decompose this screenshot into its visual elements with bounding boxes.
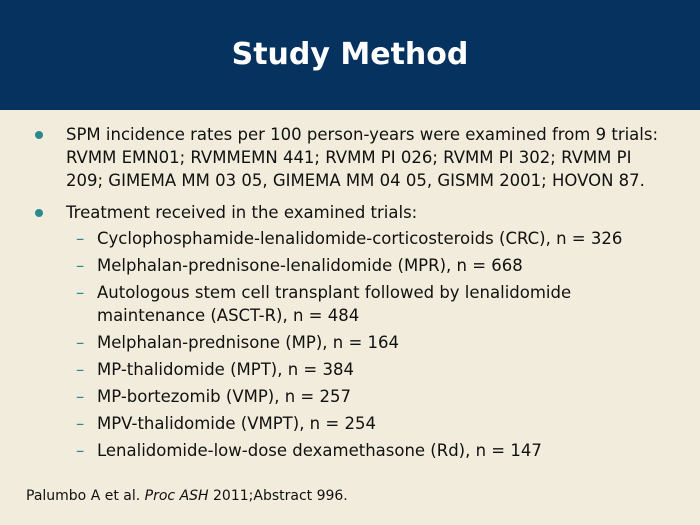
bullet-item [0, 123, 700, 192]
sub-bullet-text: Autologous stem cell transplant followed by lenalidomide maintenance (ASCT-R), n = 484 [97, 283, 572, 325]
citation-journal: Proc ASH [144, 488, 209, 504]
citation-details: 2011;Abstract 996. [213, 488, 348, 504]
dash-icon: – [76, 387, 85, 406]
sub-bullet-text: MPV-thalidomide (VMPT), n = 254 [97, 414, 376, 433]
sub-bullet-list [0, 227, 700, 462]
sub-bullet-text: MP-bortezomib (VMP), n = 257 [97, 387, 351, 406]
dash-icon: – [76, 414, 85, 433]
dash-icon: – [76, 283, 85, 302]
dash-icon: – [76, 333, 85, 352]
sub-bullet-item [0, 412, 700, 435]
slide-content [0, 120, 700, 466]
dash-icon: – [76, 229, 85, 248]
citation-authors: Palumbo A et al. [26, 488, 141, 504]
dash-icon: – [76, 441, 85, 460]
bullet-text: Treatment received in the examined trials: [66, 203, 418, 222]
bullet-text: SPM incidence rates per 100 person-years were examined from 9 trials: RVMM EMN01; RVMMEMN 441; RVMM PI 026; RVMM PI 302; RVMM PI 209; GIMEMA MM 03 05, GIMEMA MM 04 05, GISMM 2001; HOVON 87. [66, 125, 659, 190]
sub-bullet-item [0, 254, 700, 277]
sub-bullet-text: MP-thalidomide (MPT), n = 384 [97, 360, 354, 379]
sub-bullet-item [0, 227, 700, 250]
bullet-dot-icon [35, 209, 43, 217]
bullet-dot-icon [35, 131, 43, 139]
title-bar [0, 0, 700, 110]
sub-bullet-item [0, 439, 700, 462]
citation [26, 488, 348, 504]
dash-icon: – [76, 256, 85, 275]
sub-bullet-item [0, 281, 700, 327]
sub-bullet-text: Melphalan-prednisone-lenalidomide (MPR), n = 668 [97, 256, 523, 275]
sub-bullet-item [0, 331, 700, 354]
sub-bullet-item [0, 358, 700, 381]
slide-title: Study Method [231, 36, 469, 72]
sub-bullet-text: Lenalidomide-low-dose dexamethasone (Rd), n = 147 [97, 441, 542, 460]
dash-icon: – [76, 360, 85, 379]
sub-bullet-text: Cyclophosphamide-lenalidomide-corticosteroids (CRC), n = 326 [97, 229, 623, 248]
sub-bullet-text: Melphalan-prednisone (MP), n = 164 [97, 333, 400, 352]
sub-bullet-item [0, 385, 700, 408]
bullet-item [0, 201, 700, 224]
